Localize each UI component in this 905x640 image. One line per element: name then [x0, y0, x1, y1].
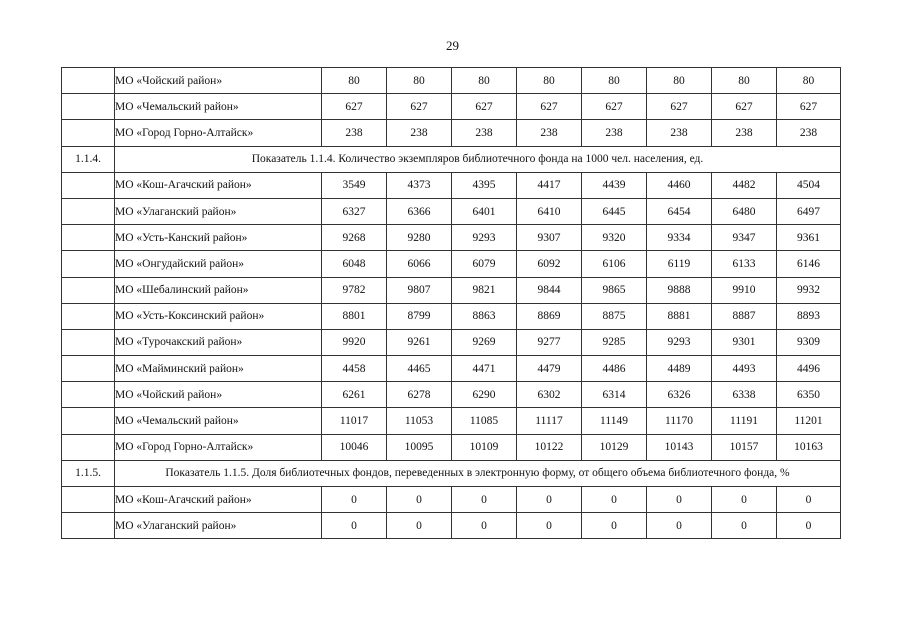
- municipality-name: МО «Город Горно-Алтайск»: [115, 434, 322, 460]
- value-cell: 9268: [322, 225, 387, 251]
- value-cell: 9361: [777, 225, 841, 251]
- table-row: [62, 251, 841, 277]
- value-cell: 9888: [647, 277, 712, 303]
- row-number-cell: [62, 94, 115, 120]
- value-cell: 80: [517, 68, 582, 94]
- value-cell: 80: [452, 68, 517, 94]
- value-cell: 6326: [647, 382, 712, 408]
- value-cell: 0: [647, 513, 712, 539]
- value-cell: 9309: [777, 329, 841, 355]
- row-number-cell: [62, 329, 115, 355]
- value-cell: 9782: [322, 277, 387, 303]
- row-number-cell: 1.1.5.: [62, 460, 115, 486]
- row-number-cell: [62, 434, 115, 460]
- value-cell: 11117: [517, 408, 582, 434]
- table-row: [62, 68, 841, 94]
- page-number: 29: [446, 38, 459, 53]
- value-cell: 627: [517, 94, 582, 120]
- municipality-name: МО «Шебалинский район»: [115, 277, 322, 303]
- value-cell: 9320: [582, 225, 647, 251]
- value-cell: 9285: [582, 329, 647, 355]
- value-cell: 4471: [452, 356, 517, 382]
- value-cell: 627: [582, 94, 647, 120]
- value-cell: 6278: [387, 382, 452, 408]
- value-cell: 627: [712, 94, 777, 120]
- value-cell: 10109: [452, 434, 517, 460]
- value-cell: 11191: [712, 408, 777, 434]
- row-number-cell: [62, 251, 115, 277]
- value-cell: 6133: [712, 251, 777, 277]
- value-cell: 4417: [517, 172, 582, 198]
- municipality-name: МО «Усть-Канский район»: [115, 225, 322, 251]
- value-cell: 0: [322, 513, 387, 539]
- value-cell: 627: [777, 94, 841, 120]
- value-cell: 238: [777, 120, 841, 146]
- value-cell: 8887: [712, 303, 777, 329]
- value-cell: 8863: [452, 303, 517, 329]
- value-cell: 11053: [387, 408, 452, 434]
- value-cell: 0: [387, 487, 452, 513]
- value-cell: 4493: [712, 356, 777, 382]
- value-cell: 0: [647, 487, 712, 513]
- value-cell: 10095: [387, 434, 452, 460]
- municipality-name: МО «Майминский район»: [115, 356, 322, 382]
- table-row: [62, 329, 841, 355]
- value-cell: 4504: [777, 172, 841, 198]
- row-number-cell: [62, 487, 115, 513]
- table-row: [62, 434, 841, 460]
- municipality-name: МО «Улаганский район»: [115, 513, 322, 539]
- value-cell: 8875: [582, 303, 647, 329]
- value-cell: 0: [712, 487, 777, 513]
- value-cell: 238: [322, 120, 387, 146]
- value-cell: 0: [452, 487, 517, 513]
- value-cell: 11149: [582, 408, 647, 434]
- value-cell: 4458: [322, 356, 387, 382]
- value-cell: 11085: [452, 408, 517, 434]
- table-row: [62, 382, 841, 408]
- value-cell: 6350: [777, 382, 841, 408]
- value-cell: 9269: [452, 329, 517, 355]
- value-cell: 6445: [582, 198, 647, 224]
- value-cell: 627: [322, 94, 387, 120]
- table-row: [62, 225, 841, 251]
- value-cell: 6079: [452, 251, 517, 277]
- value-cell: 6261: [322, 382, 387, 408]
- value-cell: 11170: [647, 408, 712, 434]
- table-row: [62, 277, 841, 303]
- value-cell: 4460: [647, 172, 712, 198]
- municipality-name: МО «Город Горно-Алтайск»: [115, 120, 322, 146]
- value-cell: 80: [582, 68, 647, 94]
- table-row: [62, 303, 841, 329]
- municipality-name: МО «Онгудайский район»: [115, 251, 322, 277]
- value-cell: 238: [712, 120, 777, 146]
- row-number-cell: [62, 303, 115, 329]
- value-cell: 9821: [452, 277, 517, 303]
- value-cell: 8881: [647, 303, 712, 329]
- value-cell: 3549: [322, 172, 387, 198]
- value-cell: 0: [582, 487, 647, 513]
- value-cell: 9910: [712, 277, 777, 303]
- value-cell: 627: [387, 94, 452, 120]
- municipality-name: МО «Кош-Агачский район»: [115, 487, 322, 513]
- value-cell: 4482: [712, 172, 777, 198]
- row-number-cell: [62, 225, 115, 251]
- table-row: [62, 94, 841, 120]
- value-cell: 6066: [387, 251, 452, 277]
- value-cell: 6119: [647, 251, 712, 277]
- value-cell: 10129: [582, 434, 647, 460]
- row-number-cell: [62, 198, 115, 224]
- value-cell: 9307: [517, 225, 582, 251]
- value-cell: 9932: [777, 277, 841, 303]
- value-cell: 6302: [517, 382, 582, 408]
- value-cell: 9280: [387, 225, 452, 251]
- value-cell: 6454: [647, 198, 712, 224]
- value-cell: 0: [452, 513, 517, 539]
- value-cell: 11201: [777, 408, 841, 434]
- value-cell: 238: [387, 120, 452, 146]
- indicator-header-row: [62, 460, 841, 486]
- value-cell: 0: [517, 513, 582, 539]
- table-row: [62, 198, 841, 224]
- value-cell: 9261: [387, 329, 452, 355]
- value-cell: 627: [452, 94, 517, 120]
- row-number-cell: [62, 356, 115, 382]
- value-cell: 6338: [712, 382, 777, 408]
- municipality-name: МО «Усть-Коксинский район»: [115, 303, 322, 329]
- value-cell: 6146: [777, 251, 841, 277]
- value-cell: 0: [712, 513, 777, 539]
- value-cell: 9293: [647, 329, 712, 355]
- table-row: [62, 172, 841, 198]
- value-cell: 80: [647, 68, 712, 94]
- value-cell: 4373: [387, 172, 452, 198]
- value-cell: 4439: [582, 172, 647, 198]
- value-cell: 9277: [517, 329, 582, 355]
- value-cell: 6366: [387, 198, 452, 224]
- value-cell: 0: [322, 487, 387, 513]
- municipality-name: МО «Чемальский район»: [115, 408, 322, 434]
- value-cell: 80: [777, 68, 841, 94]
- value-cell: 8869: [517, 303, 582, 329]
- value-cell: 10122: [517, 434, 582, 460]
- row-number-cell: [62, 408, 115, 434]
- value-cell: 6497: [777, 198, 841, 224]
- indicator-title: Показатель 1.1.5. Доля библиотечных фондов, переведенных в электронную форму, от общего объема библиотечного фонда, %: [115, 460, 841, 486]
- table-row: [62, 487, 841, 513]
- value-cell: 9844: [517, 277, 582, 303]
- value-cell: 8801: [322, 303, 387, 329]
- row-number-cell: [62, 382, 115, 408]
- value-cell: 10143: [647, 434, 712, 460]
- municipality-name: МО «Чойский район»: [115, 68, 322, 94]
- value-cell: 238: [517, 120, 582, 146]
- table-row: [62, 120, 841, 146]
- table-row: [62, 356, 841, 382]
- value-cell: 238: [582, 120, 647, 146]
- value-cell: 4486: [582, 356, 647, 382]
- value-cell: 9293: [452, 225, 517, 251]
- table-row: [62, 513, 841, 539]
- value-cell: 0: [387, 513, 452, 539]
- value-cell: 6092: [517, 251, 582, 277]
- value-cell: 8799: [387, 303, 452, 329]
- municipality-name: МО «Улаганский район»: [115, 198, 322, 224]
- value-cell: 9807: [387, 277, 452, 303]
- value-cell: 80: [387, 68, 452, 94]
- municipality-name: МО «Чемальский район»: [115, 94, 322, 120]
- value-cell: 9865: [582, 277, 647, 303]
- value-cell: 0: [582, 513, 647, 539]
- value-cell: 10046: [322, 434, 387, 460]
- table-row: [62, 408, 841, 434]
- value-cell: 0: [777, 487, 841, 513]
- value-cell: 238: [452, 120, 517, 146]
- value-cell: 6048: [322, 251, 387, 277]
- value-cell: 10163: [777, 434, 841, 460]
- value-cell: 80: [712, 68, 777, 94]
- value-cell: 6327: [322, 198, 387, 224]
- row-number-cell: [62, 120, 115, 146]
- value-cell: 6314: [582, 382, 647, 408]
- value-cell: 9347: [712, 225, 777, 251]
- row-number-cell: [62, 68, 115, 94]
- value-cell: 6410: [517, 198, 582, 224]
- row-number-cell: [62, 172, 115, 198]
- value-cell: 9334: [647, 225, 712, 251]
- municipality-name: МО «Кош-Агачский район»: [115, 172, 322, 198]
- value-cell: 80: [322, 68, 387, 94]
- municipality-name: МО «Чойский район»: [115, 382, 322, 408]
- row-number-cell: [62, 513, 115, 539]
- indicator-title: Показатель 1.1.4. Количество экземпляров библиотечного фонда на 1000 чел. населения, ед.: [115, 146, 841, 172]
- value-cell: 9920: [322, 329, 387, 355]
- value-cell: 0: [777, 513, 841, 539]
- indicator-header-row: [62, 146, 841, 172]
- value-cell: 10157: [712, 434, 777, 460]
- value-cell: 4496: [777, 356, 841, 382]
- value-cell: 627: [647, 94, 712, 120]
- value-cell: 4479: [517, 356, 582, 382]
- value-cell: 8893: [777, 303, 841, 329]
- indicator-table: [61, 67, 841, 539]
- row-number-cell: 1.1.4.: [62, 146, 115, 172]
- value-cell: 0: [517, 487, 582, 513]
- value-cell: 6480: [712, 198, 777, 224]
- value-cell: 4465: [387, 356, 452, 382]
- municipality-name: МО «Турочакский район»: [115, 329, 322, 355]
- value-cell: 4395: [452, 172, 517, 198]
- value-cell: 6401: [452, 198, 517, 224]
- value-cell: 9301: [712, 329, 777, 355]
- value-cell: 4489: [647, 356, 712, 382]
- row-number-cell: [62, 277, 115, 303]
- value-cell: 6290: [452, 382, 517, 408]
- value-cell: 11017: [322, 408, 387, 434]
- value-cell: 6106: [582, 251, 647, 277]
- value-cell: 238: [647, 120, 712, 146]
- table-body: [62, 68, 841, 539]
